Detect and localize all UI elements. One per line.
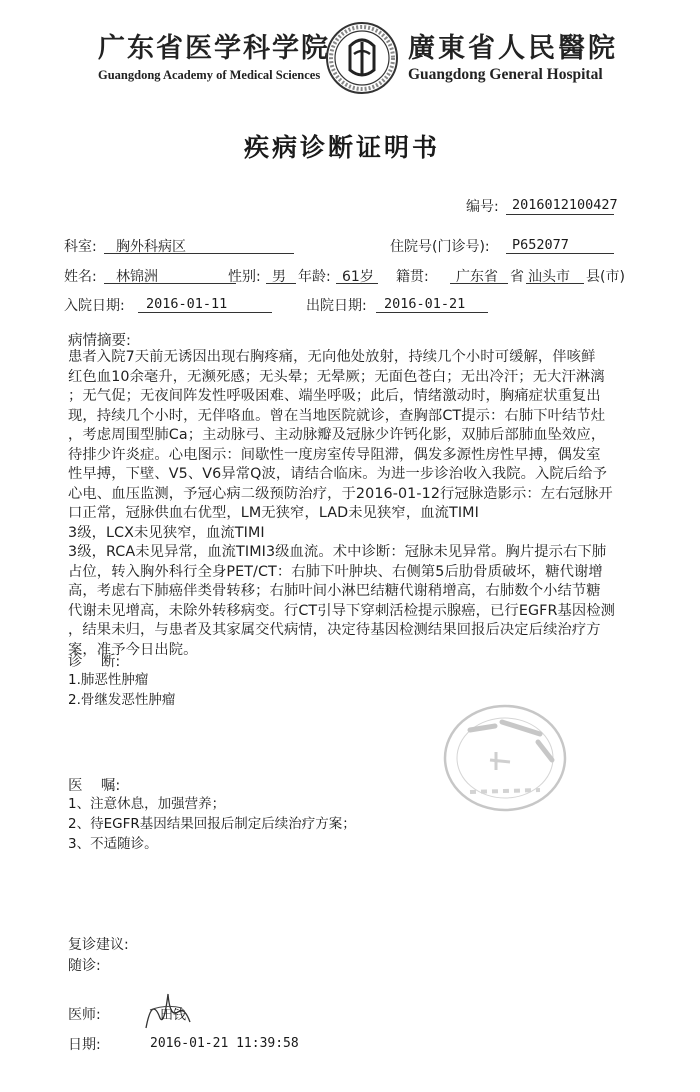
diagnosis-item: 1.肺恶性肿瘤 [68, 672, 149, 688]
summary-line: 占位，转入胸外科行全身PET/CT：右肺下叶肿块、右侧第5后肋骨质破坏，糖代谢增 [68, 563, 603, 580]
hospital-name-cn: 廣東省人民醫院 [408, 33, 618, 64]
academy-name-en: Guangdong Academy of Medical Sciences [98, 68, 321, 82]
summary-line: ，考虑周围型肺Ca；主动脉弓、主动脉瓣及冠脉少许钙化影，双肺后部肺血坠效应， [68, 427, 606, 443]
summary-line: ，结果未归，与患者及其家属交代病情，决定待基因检测结果回报后决定后续治疗方 [68, 622, 601, 638]
age-label: 年龄: [298, 269, 331, 285]
county-suffix: 县(市) [586, 269, 625, 285]
date-label: 日期: [68, 1037, 101, 1053]
summary-heading: 病情摘要: [68, 333, 131, 349]
hospital-seal [440, 700, 570, 816]
followup-heading: 复诊建议: [68, 937, 129, 953]
summary-line: 3级，LCX未见狭窄，血流TIMI [68, 524, 265, 541]
name-label: 姓名: [64, 269, 97, 285]
summary-line: 案，准予今日出院。 [68, 641, 198, 658]
summary-line: ；无气促；无夜间阵发性呼吸困难、端坐呼吸；此后，情绪激动时，胸痛症状重复出 [68, 388, 601, 404]
age-value: 61岁 [342, 269, 374, 285]
doctor-label: 医师: [68, 1007, 101, 1023]
advice-item: 2、待EGFR基因结果回报后制定后续治疗方案； [68, 816, 356, 832]
admit-label: 入院日期: [64, 298, 125, 314]
inpatient-number: P652077 [512, 237, 569, 253]
summary-text [68, 348, 668, 660]
native-province: 广东省 [456, 269, 498, 285]
summary-line: 3级，RCA未见异常，血流TIMI3级血流。术中诊断：冠脉未见异常。胸片提示右下肺 [68, 544, 607, 560]
document-title: 疾病诊断证明书 [244, 133, 441, 162]
academy-name-cn: 广东省医学科学院 [98, 33, 330, 64]
patient-name: 林锦洲 [116, 269, 158, 285]
summary-line: 心电、血压监测，予冠心病二级预防治疗，于2016-01-12行冠脉造影示：左右冠脉开 [68, 485, 613, 502]
summary-line: 待排少许炎症。心电图示：间歇性一度房室传导阻滞，偶发多源性房性早搏，偶发室 [68, 446, 601, 463]
summary-line: 高，考虑右下肺癌伴类骨转移；右肺叶间小淋巴结糖代谢稍增高，右肺数个小结节糖 [68, 583, 601, 599]
advice-heading: 医 嘱: [68, 778, 121, 794]
advice-item: 3、不适随诊。 [68, 836, 158, 852]
native-city: 汕头市 [528, 269, 570, 285]
gender-label: 性别: [228, 269, 261, 285]
discharge-date: 2016-01-21 [384, 296, 466, 312]
record-number: 2016012100427 [512, 197, 618, 213]
summary-line: 性早搏，下壁、V5、V6异常Q波，请结合临床。为进一步诊治收入我院。入院后给予 [68, 466, 607, 482]
hospital-emblem [324, 20, 400, 96]
hospital-name-en: Guangdong General Hospital [408, 66, 603, 83]
number-label: 编号: [466, 199, 499, 215]
summary-line: 患者入院7天前无诱因出现右胸疼痛，无向他处放射，持续几个小时可缓解，伴咳鲜 [68, 349, 596, 365]
diagnosis-heading: 诊 断: [68, 654, 121, 670]
summary-line: 现，持续几个小时，无伴咯血。曾在当地医院就诊，查胸部CT提示：右肺下叶结节灶 [68, 407, 606, 424]
native-label: 籍贯: [396, 269, 429, 285]
admit-date: 2016-01-11 [146, 296, 228, 312]
followup-sub-label: 随诊: [68, 958, 101, 974]
discharge-label: 出院日期: [306, 298, 367, 314]
advice-item: 1、注意休息，加强营养； [68, 796, 226, 812]
diagnosis-item: 2.骨继发恶性肿瘤 [68, 692, 176, 708]
summary-line: 口正常，冠脉供血右优型，LM无狭窄，LAD未见狭窄，血流TIMI [68, 505, 479, 521]
summary-line: 红色血10余毫升，无濒死感；无头晕；无晕厥；无面色苍白；无出冷汗；无大汗淋漓 [68, 368, 605, 385]
summary-line: 代谢未见增高，未除外转移病变。行CT引导下穿刺活检提示腺癌，已行EGFR基因检测 [68, 602, 616, 619]
department-label: 科室: [64, 239, 97, 255]
province-suffix: 省 [510, 269, 524, 285]
signed-date: 2016-01-21 11:39:58 [150, 1036, 299, 1051]
gender-value: 男 [272, 269, 286, 285]
inpatient-label: 住院号(门诊号): [390, 239, 490, 255]
doctor-name: 田钱 [160, 1008, 187, 1023]
department-value: 胸外科病区 [116, 239, 186, 255]
